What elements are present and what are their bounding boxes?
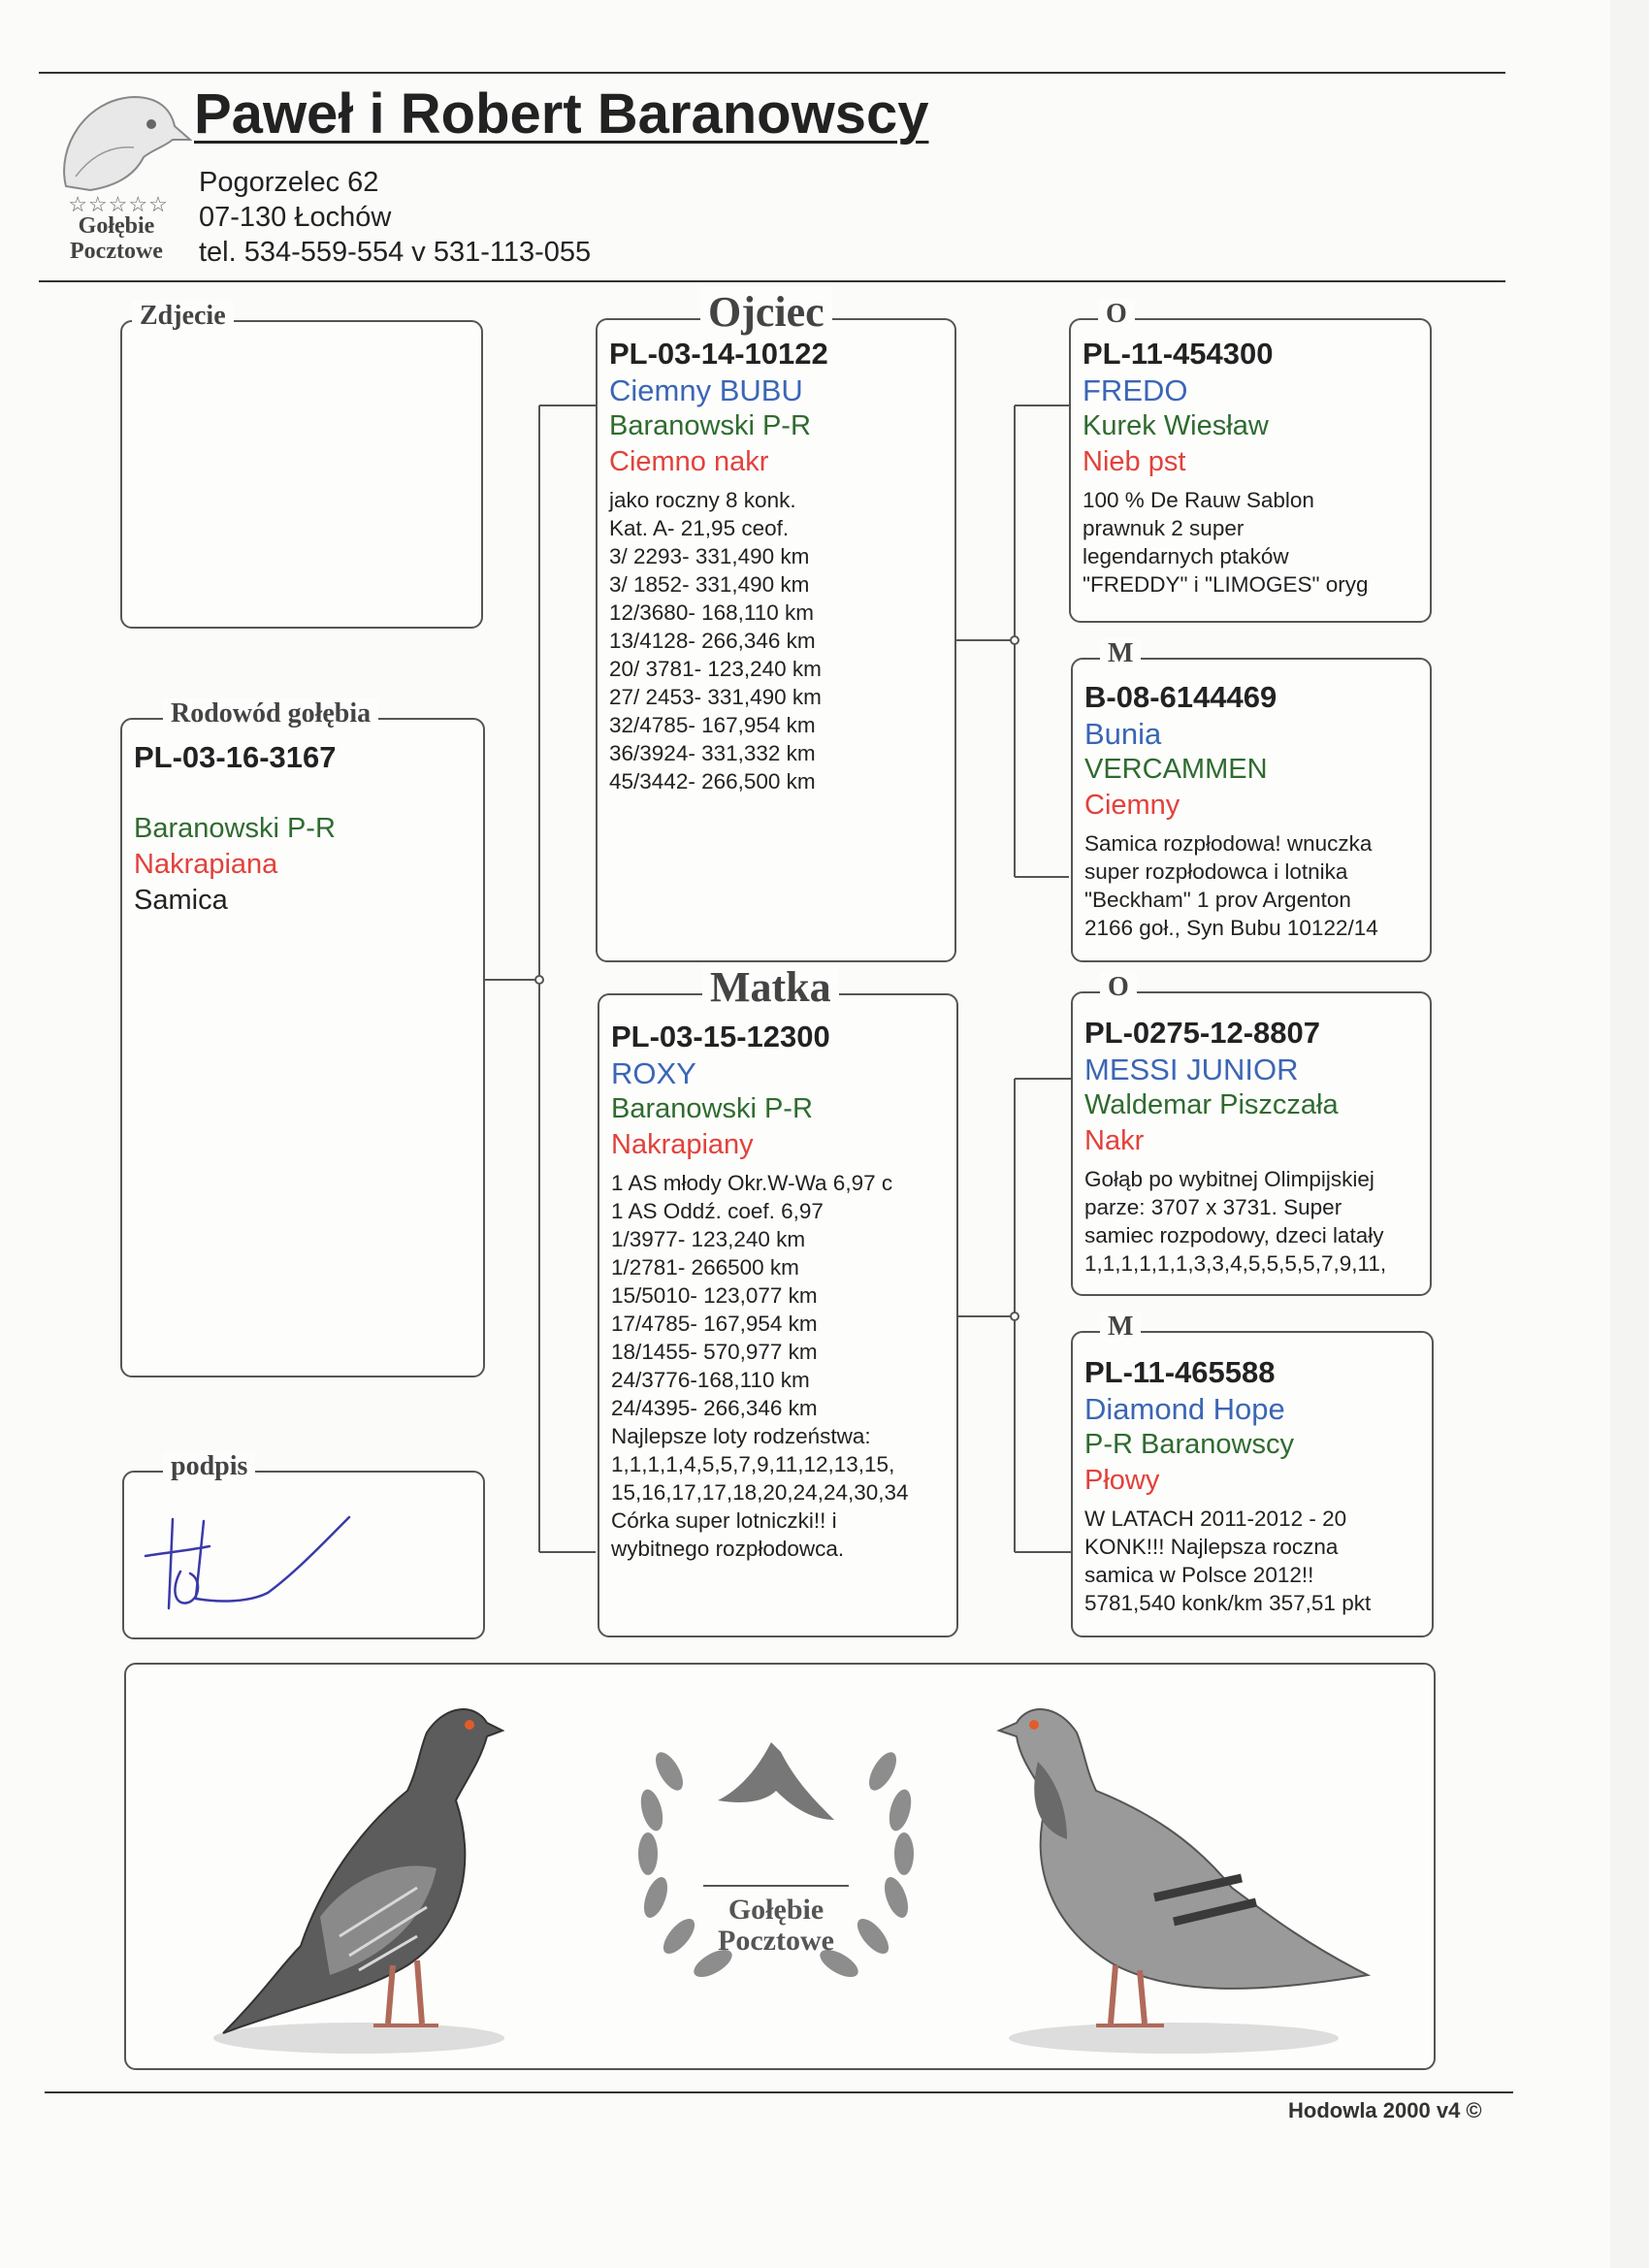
paternal-grandfather-legend: O: [1098, 299, 1135, 330]
logo-text-line2: Pocztowe: [70, 239, 163, 264]
paternal-grandmother-note: super rozpłodowca i lotnika: [1084, 859, 1348, 884]
maternal-grandmother-note: KONK!!! Najlepsza roczna: [1084, 1535, 1339, 1559]
mother-note: wybitnego rozpłodowca.: [611, 1537, 845, 1561]
maternal-grandmother-note: samica w Polsce 2012!!: [1084, 1563, 1314, 1587]
mother-name: ROXY: [611, 1056, 696, 1090]
maternal-grandfather-note: parze: 3707 x 3731. Super: [1084, 1195, 1342, 1219]
father-note: 45/3442- 266,500 km: [609, 769, 816, 794]
maternal-grandfather-note: samiec rozpodowy, dzeci latały: [1084, 1223, 1384, 1247]
mother-note: 17/4785- 167,954 km: [611, 1312, 818, 1336]
mother-note: 1 AS młody Okr.W-Wa 6,97 c: [611, 1171, 893, 1195]
signature-box: [122, 1451, 485, 1639]
father-note: jako roczny 8 konk.: [609, 488, 796, 512]
mother-note: 1,1,1,1,4,5,5,7,9,11,12,13,15,: [611, 1452, 895, 1476]
father-note: 3/ 2293- 331,490 km: [609, 544, 810, 568]
mother-note: 24/3776-168,110 km: [611, 1368, 810, 1392]
maternal-grandfather-note: 1,1,1,1,1,1,3,3,4,5,5,5,5,7,9,11,: [1084, 1251, 1387, 1276]
maternal-grandfather-box: [1071, 972, 1432, 1296]
mother-note: 15,16,17,17,18,20,24,24,30,34: [611, 1480, 909, 1505]
logo-text-line1: Gołębie: [78, 213, 155, 239]
pigeon-ring-number: PL-03-16-3167: [134, 740, 337, 774]
paternal-grandfather-box: [1069, 299, 1432, 623]
address-line2: 07-130 Łochów: [199, 202, 392, 233]
photo-legend: Zdjecie: [132, 301, 234, 332]
mother-ring-number: PL-03-15-12300: [611, 1020, 830, 1053]
mother-color: Nakrapiany: [611, 1129, 754, 1160]
mother-note: Córka super lotniczki!! i: [611, 1508, 837, 1533]
logo-stars: ☆☆☆☆☆: [68, 192, 169, 216]
father-note: 3/ 1852- 331,490 km: [609, 572, 810, 597]
banner-logo-line2: Pocztowe: [718, 1925, 834, 1957]
paternal-grandmother-legend: M: [1100, 638, 1141, 669]
mother-note: 1/3977- 123,240 km: [611, 1227, 806, 1251]
mother-note: 15/5010- 123,077 km: [611, 1283, 818, 1308]
mother-legend: Matka: [702, 962, 839, 1012]
paternal-grandfather-note: "FREDDY" i "LIMOGES" oryg: [1083, 572, 1369, 597]
signature-legend: podpis: [163, 1451, 255, 1482]
mother-note: Najlepsze loty rodzeństwa:: [611, 1424, 871, 1448]
paternal-grandfather-ring: PL-11-454300: [1083, 337, 1274, 371]
pigeon-sex: Samica: [134, 885, 228, 916]
paternal-grandfather-name: FREDO: [1083, 373, 1188, 407]
footer-rule: [45, 2091, 1513, 2093]
maternal-grandfather-name: MESSI JUNIOR: [1084, 1053, 1299, 1086]
handwritten-signature: [142, 1502, 394, 1618]
pigeon-banner-box: [124, 1663, 1436, 2070]
maternal-grandmother-box: [1071, 1312, 1434, 1637]
pigeon-box: [120, 698, 485, 1377]
maternal-grandfather-ring: PL-0275-12-8807: [1084, 1016, 1320, 1050]
father-note: 13/4128- 266,346 km: [609, 629, 816, 653]
breeder-title: Paweł i Robert Baranowscy: [194, 82, 929, 146]
paternal-grandfather-note: legendarnych ptaków: [1083, 544, 1289, 568]
pigeon-color: Nakrapiana: [134, 849, 278, 880]
father-name: Ciemny BUBU: [609, 373, 803, 407]
father-ring-number: PL-03-14-10122: [609, 337, 828, 371]
father-notes: [609, 486, 947, 795]
banner-logo-line1: Gołębie: [728, 1894, 824, 1926]
paternal-grandmother-name: Bunia: [1084, 717, 1162, 751]
mother-note: 24/4395- 266,346 km: [611, 1396, 818, 1420]
maternal-grandmother-note: 5781,540 konk/km 357,51 pkt: [1084, 1591, 1372, 1615]
father-legend: Ojciec: [700, 287, 832, 337]
right-pigeon-illustration-icon: [960, 1674, 1387, 2062]
maternal-grandmother-color: Płowy: [1084, 1465, 1160, 1496]
maternal-grandfather-color: Nakr: [1084, 1125, 1145, 1156]
mother-note: 1/2781- 266500 km: [611, 1255, 799, 1280]
father-note: 32/4785- 167,954 km: [609, 713, 816, 737]
paternal-grandfather-note: 100 % De Rauw Sablon: [1083, 488, 1314, 512]
mother-note: 18/1455- 570,977 km: [611, 1340, 818, 1364]
mother-notes: [611, 1169, 949, 1563]
maternal-grandmother-ring: PL-11-465588: [1084, 1355, 1276, 1389]
father-note: 12/3680- 168,110 km: [609, 600, 814, 625]
father-note: Kat. A- 21,95 ceof.: [609, 516, 790, 540]
paternal-grandfather-color: Nieb pst: [1083, 446, 1186, 477]
paternal-grandmother-breeder: VERCAMMEN: [1084, 754, 1268, 785]
paternal-grandmother-notes: [1084, 829, 1422, 942]
mother-breeder: Baranowski P-R: [611, 1093, 813, 1124]
father-note: 20/ 3781- 123,240 km: [609, 657, 822, 681]
father-breeder: Baranowski P-R: [609, 410, 811, 441]
maternal-grandmother-breeder: P-R Baranowscy: [1084, 1429, 1294, 1460]
father-note: 36/3924- 331,332 km: [609, 741, 816, 765]
father-color: Ciemno nakr: [609, 446, 769, 477]
software-footer: Hodowla 2000 v4 ©: [1288, 2098, 1482, 2122]
maternal-grandmother-notes: [1084, 1505, 1424, 1617]
maternal-grandfather-legend: O: [1100, 972, 1137, 1003]
maternal-grandmother-name: Diamond Hope: [1084, 1392, 1285, 1426]
maternal-grandfather-notes: [1084, 1165, 1422, 1278]
paternal-grandfather-breeder: Kurek Wiesław: [1083, 410, 1269, 441]
father-box: [596, 288, 956, 962]
paternal-grandfather-notes: [1083, 486, 1422, 599]
wreath-dove-logo-icon: [601, 1713, 951, 2004]
paternal-grandmother-note: 2166 goł., Syn Bubu 10122/14: [1084, 916, 1378, 940]
mother-note: 1 AS Oddź. coef. 6,97: [611, 1199, 824, 1223]
photo-box: [120, 301, 483, 629]
paternal-grandmother-note: "Beckham" 1 prov Argenton: [1084, 888, 1351, 912]
maternal-grandfather-breeder: Waldemar Piszczała: [1084, 1089, 1339, 1120]
paternal-grandmother-box: [1071, 638, 1432, 962]
paternal-grandmother-color: Ciemny: [1084, 790, 1180, 821]
maternal-grandfather-note: Gołąb po wybitnej Olimpijskiej: [1084, 1167, 1374, 1191]
pigeon-breeder: Baranowski P-R: [134, 813, 336, 844]
address-line1: Pogorzelec 62: [199, 167, 379, 198]
left-pigeon-illustration-icon: [184, 1674, 592, 2062]
paternal-grandmother-note: Samica rozpłodowa! wnuczka: [1084, 831, 1373, 856]
paternal-grandmother-ring: B-08-6144469: [1084, 680, 1277, 714]
phone-line: tel. 534-559-554 v 531-113-055: [199, 237, 592, 268]
maternal-grandmother-note: W LATACH 2011-2012 - 20: [1084, 1507, 1347, 1531]
father-note: 27/ 2453- 331,490 km: [609, 685, 822, 709]
mother-box: [598, 963, 958, 1637]
pigeon-legend: Rodowód gołębia: [163, 698, 378, 729]
paternal-grandfather-note: prawnuk 2 super: [1083, 516, 1245, 540]
maternal-grandmother-legend: M: [1100, 1312, 1141, 1343]
